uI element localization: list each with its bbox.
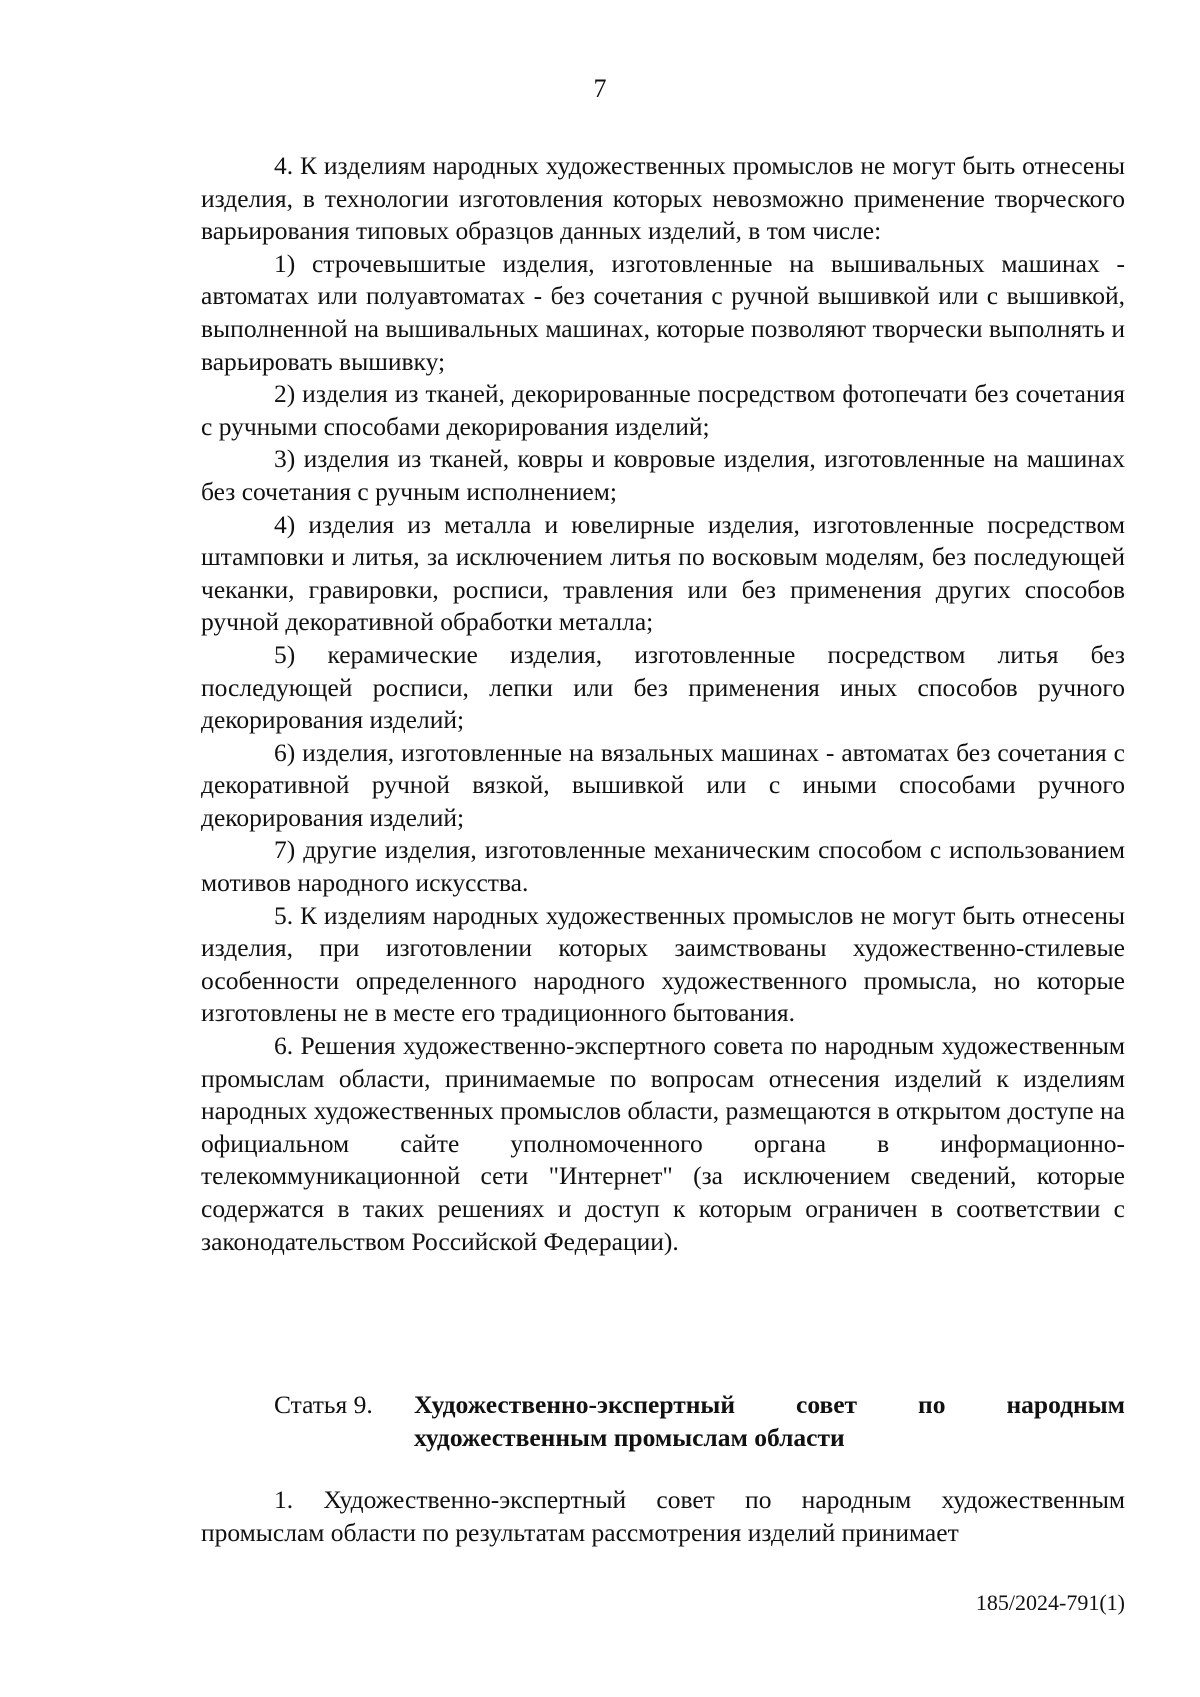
article-paragraph-1: 1. Художественно-экспертный совет по народным художественным промыслам области по результатам рассмотрения изделий принимает (201, 1485, 1125, 1547)
list-item-3: 3) изделия из тканей, ковры и ковровые изделия, изготовленные на машинах без сочетания с ручным исполнением; (201, 444, 1125, 506)
paragraph-6: 6. Решения художественно-экспертного совета по народным художественным промыслам области, принимаемые по вопросам отнесения изделий к изделиям народных художественных промыслов области, размещаются в открытом доступе на официальном сайте уполномоченного органа в информационно-телекоммуникационной сети "Интернет" (за исключением сведений, которые содержатся в таких решениях и доступ к которым ограничен в соответствии с законодательством Российской Федерации). (201, 1031, 1125, 1256)
list-item-1: 1) строчевышитые изделия, изготовленные на вышивальных машинах - автоматах или полуавтоматах - без сочетания с ручной вышивкой или с вышивкой, выполненной на вышивальных машинах, которые позволяют творчески выполнять и варьировать вышивку; (201, 248, 1125, 376)
document-code: 185/2024-791(1) (975, 1590, 1125, 1615)
article-title: Художественно-экспертный совет по народным художественным промыслам области (414, 1390, 1125, 1452)
list-item-7: 7) другие изделия, изготовленные механическим способом с использованием мотивов народного искусства. (201, 835, 1125, 898)
paragraph-5: 5. К изделиям народных художественных промыслов не могут быть отнесены изделия, при изготовлении которых заимствованы художественно-стилевые особенности определенного народного художественного промысла, но которые изготовлены не в месте его традиционного бытования. (201, 900, 1125, 1028)
article-body (201, 1484, 1125, 1549)
paragraph-4: 4. К изделиям народных художественных промыслов не могут быть отнесены изделия, в технологии изготовления которых невозможно применение творческого варьирования типовых образцов данных изделий, в том числе: (201, 151, 1125, 246)
article-heading (274, 1389, 1125, 1454)
body-text (201, 150, 1125, 1258)
page-number: 7 (593, 74, 607, 103)
list-item-5: 5) керамические изделия, изготовленные посредством литья без последующей росписи, лепки или без применения иных способов ручного декорирования изделий; (201, 639, 1125, 735)
list-item-4: 4) изделия из металла и ювелирные изделия, изготовленные посредством штамповки и литья, за исключением литья по восковым моделям, без последующей чеканки, гравировки, росписи, травления или без применения других способов ручной декоративной обработки металла; (201, 509, 1125, 637)
list-item-2: 2) изделия из тканей, декорированные посредством фотопечати без сочетания с ручными способами декорирования изделий; (201, 379, 1125, 441)
list-item-6: 6) изделия, изготовленные на вязальных машинах - автоматах без сочетания с декоративной ручной вязкой, вышивкой или с иными способами ручного декорирования изделий; (201, 737, 1125, 832)
article-label: Статья 9. (274, 1390, 373, 1419)
